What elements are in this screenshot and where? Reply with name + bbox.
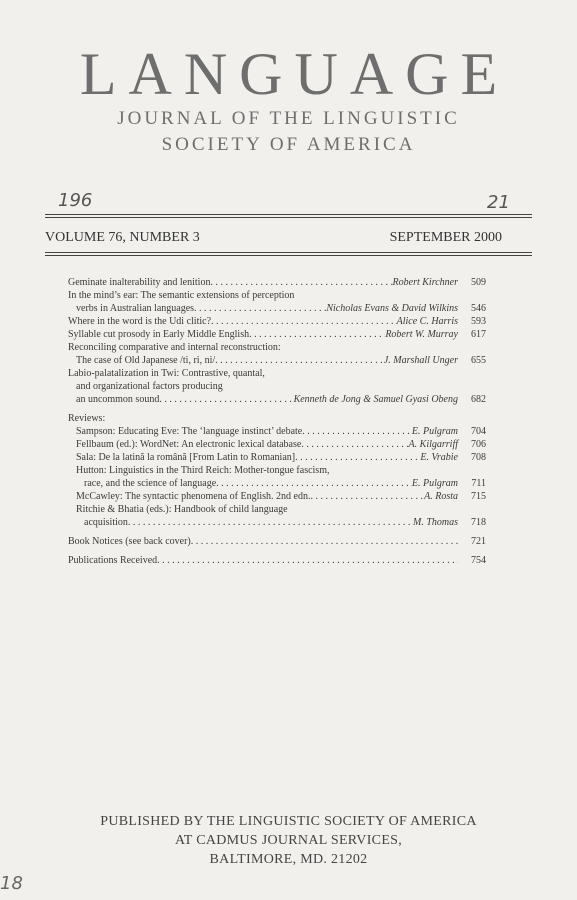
leader-dots [128,516,413,529]
entry-title: verbs in Australian languages [76,303,195,314]
entry-author: Robert W. Murray [385,329,458,340]
entry-author: Alice C. Harris [396,316,458,327]
toc-entry [68,328,486,341]
entry-page: 655 [471,355,486,366]
entry-page: 546 [471,303,486,314]
entry-title: Sala: De la latină la română [From Latin to Romanian] [76,452,296,463]
entry-title: Geminate inalterability and lenition [68,277,211,288]
entry-page: 509 [471,277,486,288]
entry-title: In the mind’s ear: The semantic extensions of perception [68,290,295,301]
entry-title: Where in the word is the Udi clitic? [68,316,212,327]
leader-dots [194,302,326,315]
entry-author: J. Marshall Unger [383,355,458,366]
entry-author: E. Vrabie [420,452,458,463]
leader-dots [301,438,408,451]
table-of-contents [68,276,486,567]
toc-entry [68,554,486,567]
leader-dots [159,393,293,406]
entry-title: Publications Received [68,555,158,566]
toc-entry [68,315,486,328]
entry-title: an uncommon sound [76,394,160,405]
toc-entry [68,393,486,406]
toc-entry [68,289,486,302]
entry-title: Book Notices (see back cover) [68,536,191,547]
toc-entry [68,503,486,516]
entry-title: acquisition [84,517,128,528]
leader-dots [295,451,420,464]
entry-page: 711 [471,478,486,489]
toc-entry [68,464,486,477]
entry-title: Ritchie & Bhatia (eds.): Handbook of child language [76,504,288,515]
toc-entry [68,354,486,367]
publisher-block [0,812,577,869]
articles-list [68,276,486,406]
leader-dots [302,425,412,438]
corner-handwritten-mark: 18 [0,873,23,894]
entry-author: A. Kilgarriff [408,439,458,450]
entry-page: 721 [471,536,486,547]
entry-page: 715 [471,491,486,502]
handwritten-note-left: 196 [58,190,93,211]
entry-page: 708 [471,452,486,463]
entry-page: 682 [471,394,486,405]
entry-title: Sampson: Educating Eve: The ‘language instinct’ debate [76,426,303,437]
top-rule-double [45,217,532,218]
issue-date: SEPTEMBER 2000 [389,230,502,245]
leader-dots [157,554,458,567]
reviews-heading: Reviews: [68,413,106,424]
toc-entry [68,477,486,490]
handwritten-note-right: 21 [487,192,510,213]
leader-dots [210,276,392,289]
entry-author: E. Pulgram [411,478,458,489]
leader-dots [310,490,424,503]
entry-title: race, and the science of language [84,478,217,489]
entry-page: 617 [471,329,486,340]
entry-page: 718 [471,517,486,528]
leader-dots [249,328,385,341]
mid-rule-double [45,255,532,256]
toc-entry [68,341,486,354]
entry-author: M. Thomas [412,517,458,528]
entry-page: 593 [471,316,486,327]
entry-title: Labio-palatalization in Twi: Contrastive, quantal, [68,368,265,379]
leader-dots [215,354,384,367]
entry-title: Syllable cut prosody in Early Middle English [68,329,250,340]
entry-author: E. Pulgram [411,426,458,437]
journal-subtitle-line-1: JOURNAL OF THE LINGUISTIC [117,108,460,129]
entry-title: Hutton: Linguistics in the Third Reich: Mother-tongue fascism, [76,465,330,476]
mid-rule [45,252,532,253]
entry-author: Robert Kirchner [392,277,458,288]
toc-entry [68,302,486,315]
entry-title: The case of Old Japanese /ti, ri, ni/ [76,355,216,366]
journal-subtitle-line-2: SOCIETY OF AMERICA [161,134,416,155]
reviews-list [68,425,486,529]
toc-entry [68,438,486,451]
entry-title: and organizational factors producing [76,381,223,392]
entry-author: A. Rosta [424,491,458,502]
publisher-line-1: PUBLISHED BY THE LINGUISTIC SOCIETY OF AMERICA [100,814,477,829]
leader-dots [216,477,412,490]
top-rule [45,214,532,215]
toc-entry [68,490,486,503]
journal-title: LANGUAGE [79,41,510,107]
entry-title: Reconciling comparative and internal reconstruction: [68,342,281,353]
toc-entry [68,425,486,438]
toc-entry [68,276,486,289]
entry-author: Kenneth de Jong & Samuel Gyasi Obeng [293,394,458,405]
entry-page: 754 [471,555,486,566]
notices-list [68,535,486,567]
entry-page: 704 [471,426,486,437]
toc-entry [68,367,486,380]
leader-dots [191,535,458,548]
publisher-line-3: BALTIMORE, MD. 21202 [209,852,368,867]
toc-entry [68,380,486,393]
toc-entry [68,516,486,529]
publisher-line-2: AT CADMUS JOURNAL SERVICES, [174,833,403,848]
toc-entry [68,451,486,464]
leader-dots [211,315,397,328]
volume-number: VOLUME 76, NUMBER 3 [45,230,200,245]
entry-title: McCawley: The syntactic phenomena of English. 2nd edn. [76,491,311,502]
entry-author: Nicholas Evans & David Wilkins [326,303,458,314]
toc-entry [68,535,486,548]
entry-page: 706 [471,439,486,450]
entry-title: Fellbaum (ed.): WordNet: An electronic lexical database [76,439,302,450]
volume-line [45,230,502,246]
